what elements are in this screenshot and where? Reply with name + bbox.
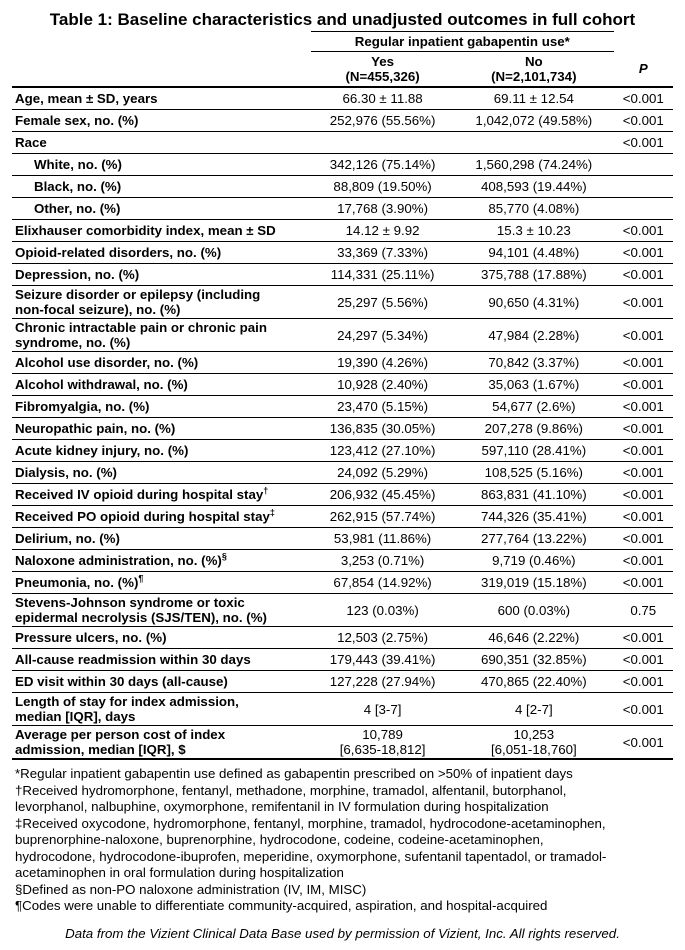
p-value (614, 198, 673, 220)
yes-value: 33,369 (7.33%) (311, 242, 454, 264)
header-row-group (12, 32, 673, 52)
table-row (12, 726, 673, 760)
footnote-marker: ‡ (269, 507, 275, 518)
footnote-pilcrow: ¶Codes were unable to differentiate community-acquired, aspiration, and hospital-acquired (15, 898, 548, 913)
row-label: Pneumonia, no. (%)¶ (12, 572, 311, 594)
row-label: Alcohol use disorder, no. (%) (12, 352, 311, 374)
yes-value: 23,470 (5.15%) (311, 396, 454, 418)
p-value: 0.75 (614, 594, 673, 627)
table-row (12, 418, 673, 440)
p-value: <0.001 (614, 132, 673, 154)
yes-value: 127,228 (27.94%) (311, 671, 454, 693)
footnote-section: §Defined as non-PO naloxone administration (IV, IM, MISC) (15, 881, 367, 897)
p-column-header: P (614, 52, 673, 88)
table-row (12, 594, 673, 627)
yes-value: 66.30 ± 11.88 (311, 87, 454, 110)
p-value: <0.001 (614, 352, 673, 374)
p-value: <0.001 (614, 286, 673, 319)
yes-value: 10,928 (2.40%) (311, 374, 454, 396)
row-label: Elixhauser comorbidity index, mean ± SD (12, 220, 311, 242)
yes-value: 206,932 (45.45%) (311, 484, 454, 506)
source-note: Data from the Vizient Clinical Data Base used by permission of Vizient, Inc. All rights reserved. (65, 926, 620, 941)
table-row (12, 154, 673, 176)
no-column-header: No (N=2,101,734) (454, 52, 613, 88)
p-value: <0.001 (614, 528, 673, 550)
yes-value: 24,092 (5.29%) (311, 462, 454, 484)
table-row (12, 352, 673, 374)
table-row (12, 242, 673, 264)
no-value (454, 132, 613, 154)
row-label: Alcohol withdrawal, no. (%) (12, 374, 311, 396)
yes-value: 136,835 (30.05%) (311, 418, 454, 440)
yes-value: 262,915 (57.74%) (311, 506, 454, 528)
p-value: <0.001 (614, 87, 673, 110)
table-row (12, 649, 673, 671)
yes-value: 3,253 (0.71%) (311, 550, 454, 572)
p-value: <0.001 (614, 627, 673, 649)
baseline-table (12, 31, 673, 760)
table-row (12, 550, 673, 572)
table-row (12, 319, 673, 352)
no-value: 1,042,072 (49.58%) (454, 110, 613, 132)
table-row (12, 132, 673, 154)
no-value: 744,326 (35.41%) (454, 506, 613, 528)
yes-value: 123 (0.03%) (311, 594, 454, 627)
table-row (12, 671, 673, 693)
yes-value: 14.12 ± 9.92 (311, 220, 454, 242)
no-value: 108,525 (5.16%) (454, 462, 613, 484)
p-value: <0.001 (614, 374, 673, 396)
p-value: <0.001 (614, 484, 673, 506)
footnote-marker: † (263, 485, 269, 496)
table-row (12, 264, 673, 286)
p-value: <0.001 (614, 440, 673, 462)
p-value: <0.001 (614, 649, 673, 671)
row-label: Chronic intractable pain or chronic pain syndrome, no. (%) (12, 319, 311, 352)
p-value: <0.001 (614, 671, 673, 693)
yes-value: 114,331 (25.11%) (311, 264, 454, 286)
p-value: <0.001 (614, 506, 673, 528)
p-value: <0.001 (614, 220, 673, 242)
no-value: 4 [2-7] (454, 693, 613, 726)
no-value: 69.11 ± 12.54 (454, 87, 613, 110)
no-value: 90,650 (4.31%) (454, 286, 613, 319)
table-row (12, 572, 673, 594)
p-value: <0.001 (614, 242, 673, 264)
no-value: 47,984 (2.28%) (454, 319, 613, 352)
table-row (12, 220, 673, 242)
table-row (12, 693, 673, 726)
table-row (12, 506, 673, 528)
p-value: <0.001 (614, 550, 673, 572)
yes-value: 17,768 (3.90%) (311, 198, 454, 220)
yes-value: 252,976 (55.56%) (311, 110, 454, 132)
row-label: Delirium, no. (%) (12, 528, 311, 550)
row-label: Dialysis, no. (%) (12, 462, 311, 484)
no-value: 85,770 (4.08%) (454, 198, 613, 220)
p-value (614, 176, 673, 198)
p-value: <0.001 (614, 693, 673, 726)
p-value: <0.001 (614, 396, 673, 418)
yes-value: 88,809 (19.50%) (311, 176, 454, 198)
table-row (12, 110, 673, 132)
yes-value: 123,412 (27.10%) (311, 440, 454, 462)
row-label: Other, no. (%) (12, 198, 311, 220)
row-label: Black, no. (%) (12, 176, 311, 198)
p-value: <0.001 (614, 418, 673, 440)
no-value: 94,101 (4.48%) (454, 242, 613, 264)
yes-value: 10,789 [6,635-18,812] (311, 726, 454, 760)
row-label: Fibromyalgia, no. (%) (12, 396, 311, 418)
p-value: <0.001 (614, 264, 673, 286)
row-label: Race (12, 132, 311, 154)
table-row (12, 176, 673, 198)
p-value (614, 154, 673, 176)
yes-value: 12,503 (2.75%) (311, 627, 454, 649)
yes-column-header: Yes (N=455,326) (311, 52, 454, 88)
footnote-dagger: †Received hydromorphone, fentanyl, methadone, morphine, tramadol, alfentanil, butorphanol, levorphanol, nalbuphine, oxymorphone, remifentanil in IV formulation during hospitalization (15, 782, 567, 814)
no-value: 1,560,298 (74.24%) (454, 154, 613, 176)
no-value: 277,764 (13.22%) (454, 528, 613, 550)
no-value: 375,788 (17.88%) (454, 264, 613, 286)
row-label: Opioid-related disorders, no. (%) (12, 242, 311, 264)
yes-value: 24,297 (5.34%) (311, 319, 454, 352)
table-row (12, 286, 673, 319)
p-value: <0.001 (614, 572, 673, 594)
table-row (12, 396, 673, 418)
table-title: Table 1: Baseline characteristics and unadjusted outcomes in full cohort (49, 10, 636, 29)
yes-value: 179,443 (39.41%) (311, 649, 454, 671)
p-value: <0.001 (614, 726, 673, 760)
table-row (12, 440, 673, 462)
row-label: Stevens-Johnson syndrome or toxic epidermal necrolysis (SJS/TEN), no. (%) (12, 594, 311, 627)
yes-value: 67,854 (14.92%) (311, 572, 454, 594)
yes-value: 342,126 (75.14%) (311, 154, 454, 176)
no-value: 54,677 (2.6%) (454, 396, 613, 418)
table-row (12, 198, 673, 220)
row-label: All-cause readmission within 30 days (12, 649, 311, 671)
no-value: 690,351 (32.85%) (454, 649, 613, 671)
yes-value: 25,297 (5.56%) (311, 286, 454, 319)
table-row (12, 462, 673, 484)
footnote-double-dagger: ‡Received oxycodone, hydromorphone, fentanyl, morphine, tramadol, hydrocodone-acetaminophen, buprenorphine-naloxone, buprenorphine, hydrocodone, codeine, codeine-acetaminophen, hydrocodone, hydrocodone-ibuprofen, meperidine, oxymorphone, sufentanil tapentadol, or tramadol- acetaminophen in oral formulation during hospitalization (15, 815, 607, 880)
no-value: 600 (0.03%) (454, 594, 613, 627)
no-value: 408,593 (19.44%) (454, 176, 613, 198)
footnote-marker: § (221, 551, 227, 562)
no-value: 15.3 ± 10.23 (454, 220, 613, 242)
no-value: 597,110 (28.41%) (454, 440, 613, 462)
no-value: 35,063 (1.67%) (454, 374, 613, 396)
row-label: Female sex, no. (%) (12, 110, 311, 132)
header-row-columns (12, 52, 673, 88)
table-row (12, 374, 673, 396)
row-label: Acute kidney injury, no. (%) (12, 440, 311, 462)
no-value: 46,646 (2.22%) (454, 627, 613, 649)
row-label: Age, mean ± SD, years (12, 87, 311, 110)
p-value: <0.001 (614, 462, 673, 484)
group-header: Regular inpatient gabapentin use* (311, 32, 613, 52)
row-label: Pressure ulcers, no. (%) (12, 627, 311, 649)
table-row (12, 528, 673, 550)
table-row (12, 87, 673, 110)
row-label: Average per person cost of index admission, median [IQR], $ (12, 726, 311, 760)
no-value: 863,831 (41.10%) (454, 484, 613, 506)
no-value: 319,019 (15.18%) (454, 572, 613, 594)
row-label: Received PO opioid during hospital stay‡ (12, 506, 311, 528)
table-row (12, 484, 673, 506)
no-value: 70,842 (3.37%) (454, 352, 613, 374)
row-label: ED visit within 30 days (all-cause) (12, 671, 311, 693)
row-label: Received IV opioid during hospital stay† (12, 484, 311, 506)
yes-value: 4 [3-7] (311, 693, 454, 726)
row-label: Neuropathic pain, no. (%) (12, 418, 311, 440)
footnotes (15, 766, 675, 915)
row-label: Depression, no. (%) (12, 264, 311, 286)
row-label: Naloxone administration, no. (%)§ (12, 550, 311, 572)
row-label: Length of stay for index admission, median [IQR], days (12, 693, 311, 726)
table-row (12, 627, 673, 649)
footnote-marker: ¶ (138, 573, 144, 584)
yes-value: 53,981 (11.86%) (311, 528, 454, 550)
p-value: <0.001 (614, 319, 673, 352)
yes-value (311, 132, 454, 154)
no-value: 10,253 [6,051-18,760] (454, 726, 613, 760)
no-value: 207,278 (9.86%) (454, 418, 613, 440)
row-label: Seizure disorder or epilepsy (including non-focal seizure), no. (%) (12, 286, 311, 319)
p-value: <0.001 (614, 110, 673, 132)
footnote-star: *Regular inpatient gabapentin use defined as gabapentin prescribed on >50% of inpatient days (15, 766, 573, 781)
row-label: White, no. (%) (12, 154, 311, 176)
yes-value: 19,390 (4.26%) (311, 352, 454, 374)
no-value: 470,865 (22.40%) (454, 671, 613, 693)
no-value: 9,719 (0.46%) (454, 550, 613, 572)
